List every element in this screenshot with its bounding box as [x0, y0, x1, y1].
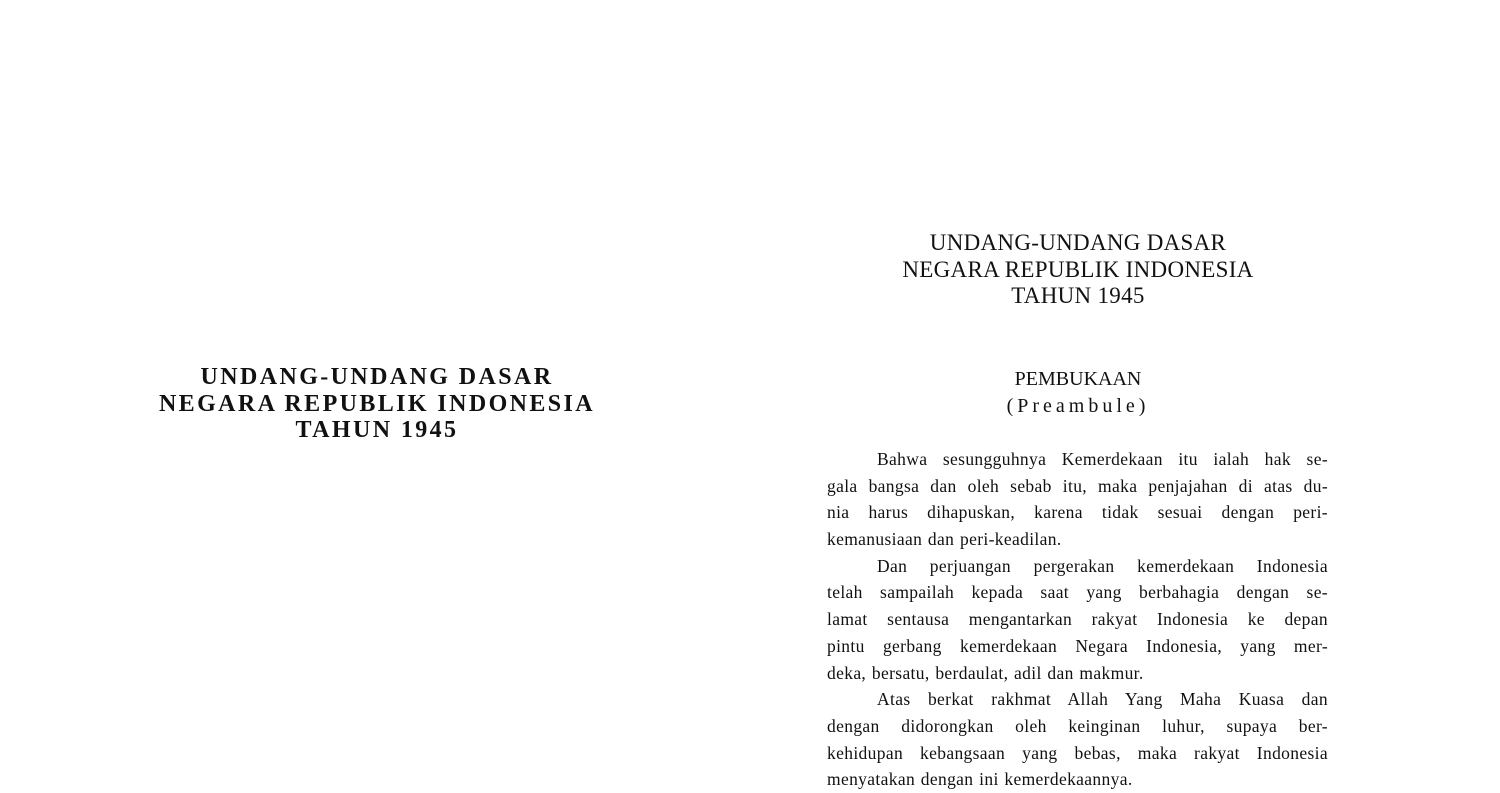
left-page	[0, 0, 750, 785]
text-line: kemanusiaan dan peri-keadilan.	[827, 529, 1062, 550]
section-heading	[750, 366, 1406, 420]
paragraph-3	[827, 686, 1328, 793]
text-line: nia harus dihapuskan, karena tidak sesuai dengan peri-	[827, 502, 1328, 523]
right-page-title	[750, 230, 1406, 310]
right-title-line-2: NEGARA REPUBLIK INDONESIA	[902, 256, 1254, 282]
text-line: menyatakan dengan ini kemerdekaannya.	[827, 769, 1133, 790]
text-line: Dan perjuangan pergerakan kemerdekaan Indonesia	[877, 555, 1328, 576]
paragraph-1	[827, 446, 1328, 553]
left-title-line-3: TAHUN 1945	[295, 417, 459, 443]
text-line: dengan didorongkan oleh keinginan luhur, supaya ber-	[827, 715, 1328, 736]
left-title-line-2: NEGARA REPUBLIK INDONESIA	[158, 390, 596, 417]
section-title: PEMBUKAAN	[1014, 368, 1142, 390]
left-page-title	[0, 364, 754, 444]
text-line: gala bangsa dan oleh sebab itu, maka penjajahan di atas du-	[827, 475, 1328, 496]
right-title-line-3: TAHUN 1945	[1011, 283, 1145, 308]
text-line: Atas berkat rakhmat Allah Yang Maha Kuasa dan	[877, 689, 1328, 710]
preamble-text	[827, 446, 1328, 793]
text-line: deka, bersatu, berdaulat, adil dan makmur.	[827, 662, 1144, 683]
section-subtitle: (Preambule)	[1006, 395, 1150, 417]
left-title-line-1: UNDANG-UNDANG DASAR	[200, 364, 554, 390]
text-line: kehidupan kebangsaan yang bebas, maka rakyat Indonesia	[827, 742, 1328, 763]
text-line: lamat sentausa mengantarkan rakyat Indonesia ke depan	[827, 609, 1328, 630]
text-line: pintu gerbang kemerdekaan Negara Indonesia, yang mer-	[827, 635, 1328, 656]
text-line: Bahwa sesungguhnya Kemerdekaan itu ialah hak se-	[877, 449, 1328, 469]
paragraph-2	[827, 553, 1328, 686]
text-line: telah sampailah kepada saat yang berbahagia dengan se-	[827, 582, 1328, 603]
right-page	[750, 0, 1500, 790]
right-title-line-1: UNDANG-UNDANG DASAR	[929, 230, 1227, 255]
